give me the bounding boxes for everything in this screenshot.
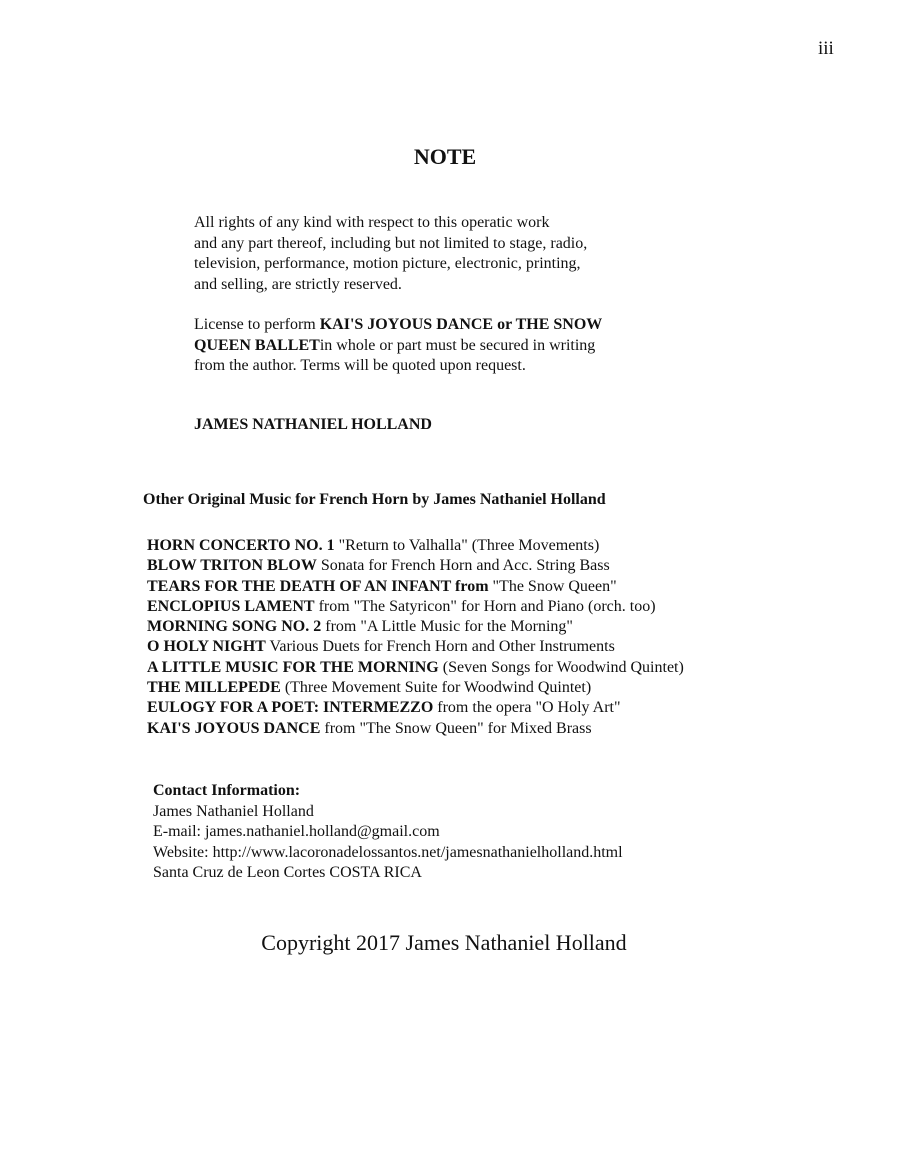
contact-website: Website: http://www.lacoronadelossantos.net/jamesnathanielholland.html [153,843,623,861]
work-title: KAI'S JOYOUS DANCE [147,719,321,737]
work-title: O HOLY NIGHT [147,638,266,656]
copyright-notice: Copyright 2017 James Nathaniel Holland [261,930,627,955]
work-item [147,556,684,576]
author-signature: JAMES NATHANIEL HOLLAND [194,416,432,433]
contact-block [153,781,623,884]
work-title: EULOGY FOR A POET: INTERMEZZO [147,699,434,717]
work-title: BLOW TRITON BLOW [147,557,317,575]
page-title: NOTE [413,144,477,169]
work-description: Sonata for French Horn and Acc. String Bass [316,557,610,575]
license-line-3: from the author. Terms will be quoted upon request. [194,357,526,374]
work-description: Various Duets for French Horn and Other Instruments [265,638,615,656]
work-description: from "The Snow Queen" for Mixed Brass [320,719,592,737]
work-item [147,678,684,698]
works-list [147,536,684,739]
work-title: ENCLOPIUS LAMENT [147,597,315,615]
work-description: from "A Little Music for the Morning" [321,618,573,636]
rights-line: All rights of any kind with respect to this operatic work [194,214,550,231]
contact-email: E-mail: james.nathaniel.holland@gmail.com [153,823,440,840]
work-item [147,597,684,617]
contact-location: Santa Cruz de Leon Cortes COSTA RICA [153,864,422,881]
work-description: "Return to Valhalla" (Three Movements) [334,537,600,554]
license-work-title-part1: KAI'S JOYOUS DANCE or THE SNOW [319,316,603,333]
license-paragraph [194,315,602,377]
work-description: (Seven Songs for Woodwind Quintet) [438,658,684,676]
contact-name: James Nathaniel Holland [153,802,314,820]
work-item [147,658,684,678]
rights-line: television, performance, motion picture, electronic, printing, [194,255,581,272]
work-description: (Three Movement Suite for Woodwind Quintet) [280,679,592,697]
work-description: from "The Satyricon" for Horn and Piano (orch. too) [314,597,656,615]
work-description: from the opera "O Holy Art" [433,699,621,717]
work-title: HORN CONCERTO NO. 1 [147,537,335,554]
license-text: in whole or part must be secured in writing [319,336,596,354]
work-description: "The Snow Queen" [488,577,617,595]
work-item [147,637,684,657]
rights-paragraph [194,213,587,295]
contact-heading: Contact Information: [153,782,301,799]
page-number: iii [818,38,834,59]
work-title: THE MILLEPEDE [147,679,281,697]
work-item [147,719,684,739]
work-title: TEARS FOR THE DEATH OF AN INFANT from [147,577,489,595]
work-item [147,617,684,637]
rights-line: and selling, are strictly reserved. [194,275,402,293]
license-line-1 [194,315,602,336]
work-title: MORNING SONG NO. 2 [147,618,322,636]
work-item [147,536,684,556]
work-item [147,698,684,718]
work-item [147,577,684,597]
license-prefix: License to perform [194,316,320,333]
work-title: A LITTLE MUSIC FOR THE MORNING [147,658,439,676]
license-work-title-part2: QUEEN BALLET [194,336,320,354]
rights-line: and any part thereof, including but not limited to stage, radio, [194,234,588,252]
license-line-2 [194,336,602,357]
other-music-heading: Other Original Music for French Horn by James Nathaniel Holland [143,491,606,508]
